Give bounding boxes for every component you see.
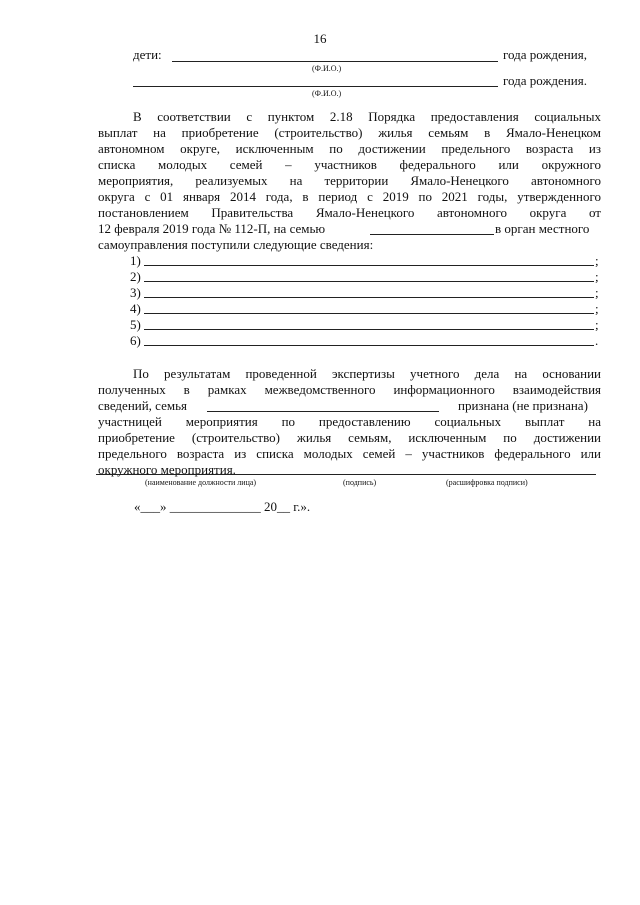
list-item-end: ; [595, 253, 599, 268]
list-item[interactable] [0, 317, 640, 333]
list-item-field[interactable] [144, 265, 594, 266]
signature-caption: (подпись) [343, 478, 377, 487]
paragraph-1-line8-end: в орган местного [495, 221, 590, 236]
list-item-field[interactable] [144, 297, 594, 298]
paragraph-1-line9: самоуправления поступили следующие сведения: [98, 237, 374, 252]
paragraph-2-line3-end: признана (не признана) [458, 398, 588, 413]
list-item-number: 2) [130, 269, 141, 284]
birth-year-label-1: года рождения, [503, 47, 587, 62]
paragraph-2-line: участницей мероприятия по предоставлению социальных выплат на [98, 414, 601, 429]
list-item-end: ; [595, 285, 599, 300]
paragraph-2-line: полученных в рамках межведомственного информационного взаимодействия [98, 382, 601, 397]
list-item-number: 1) [130, 253, 141, 268]
list-item-field[interactable] [144, 281, 594, 282]
paragraph-2-line3-start: сведений, семья [98, 398, 188, 413]
fio-caption-2: (Ф.И.О.) [312, 89, 342, 98]
page-number: 16 [313, 31, 327, 46]
family-name-field-2[interactable] [207, 411, 439, 412]
list-item-end: ; [595, 317, 599, 332]
position-caption: (наименование должности лица) [145, 478, 257, 487]
paragraph-1-line: выплат на приобретение (строительство) жилья семьям в Ямало-Ненецком [98, 125, 601, 140]
decode-caption: (расшифровка подписи) [446, 478, 528, 487]
list-item-end: . [595, 333, 599, 348]
paragraph-1-line: автономном округе, исключенным по достижении предельного возраста из [98, 141, 601, 156]
list-item[interactable] [0, 301, 640, 317]
list-item-number: 6) [130, 333, 141, 348]
list-item-number: 5) [130, 317, 141, 332]
paragraph-2-last-line: окружного мероприятия. [98, 462, 236, 477]
list-item[interactable] [0, 253, 640, 269]
paragraph-1-line8-start: 12 февраля 2019 года № 112-П, на семью [98, 221, 326, 236]
paragraph-1-line: В соответствии с пунктом 2.18 Порядка предоставления социальных [133, 109, 601, 124]
family-name-field[interactable] [370, 234, 494, 235]
list-item-field[interactable] [144, 329, 594, 330]
list-item-number: 4) [130, 301, 141, 316]
list-item-end: ; [595, 301, 599, 316]
list-item[interactable] [0, 285, 640, 301]
list-item-number: 3) [130, 285, 141, 300]
paragraph-2-line: приобретение (строительство) жилья семьям, исключенным по достижении [98, 430, 601, 445]
children-name-field-1[interactable] [172, 61, 498, 62]
paragraph-1-line: мероприятия, реализуемых на территории Ямало-Ненецкого автономного [98, 173, 601, 188]
list-item-field[interactable] [144, 313, 594, 314]
paragraph-2-line: предельного возраста из списка молодых семей – участников федерального или [98, 446, 601, 461]
list-item[interactable] [0, 269, 640, 285]
list-item-field[interactable] [144, 345, 594, 346]
list-item-end: ; [595, 269, 599, 284]
paragraph-1-line: округа с 01 января 2014 года, в период с 2019 по 2021 годы, утвержденного [98, 189, 601, 204]
birth-year-label-2: года рождения. [503, 73, 587, 88]
fio-caption-1: (Ф.И.О.) [312, 64, 342, 73]
paragraph-1-line: постановлением Правительства Ямало-Ненецкого автономного округа от [98, 205, 601, 220]
paragraph-2-line: По результатам проведенной экспертизы учетного дела на основании [133, 366, 601, 381]
date-line[interactable]: «___» ______________ 20__ г.». [134, 499, 311, 514]
signature-line[interactable] [96, 474, 596, 475]
paragraph-1-line: списка молодых семей – участников федерального или окружного [98, 157, 601, 172]
children-label: дети: [133, 47, 162, 62]
children-name-field-2[interactable] [133, 86, 498, 87]
list-item[interactable] [0, 333, 640, 349]
